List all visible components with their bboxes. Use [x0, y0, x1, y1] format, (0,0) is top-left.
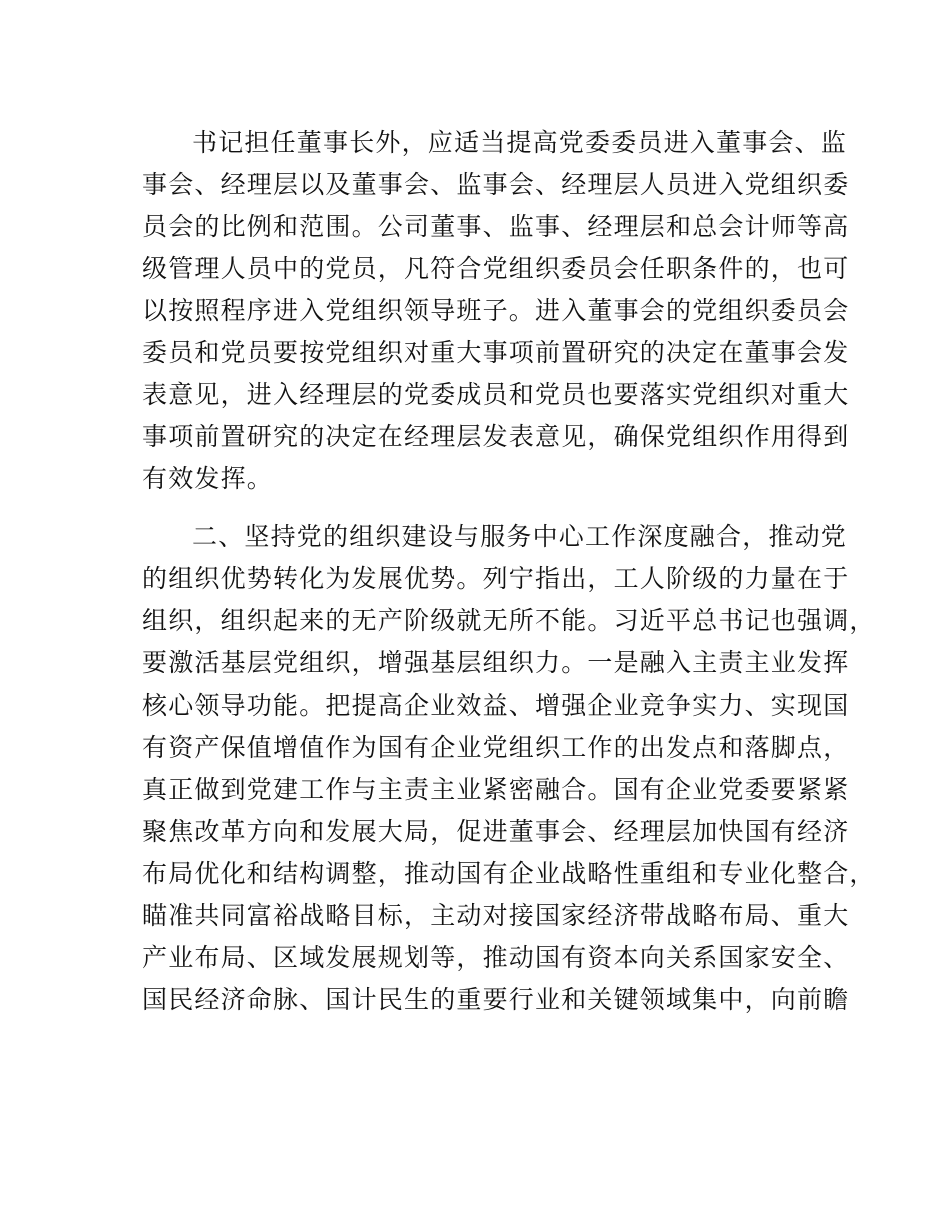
- paragraph-1-line-9: 有效发挥。: [142, 464, 274, 493]
- paragraph-1-line-1: 书记担任董事长外，应适当提高党委委员进入董事会、监: [192, 128, 848, 157]
- paragraph-1-line-3: 员会的比例和范围。公司董事、监事、经理层和总会计师等高: [142, 212, 850, 241]
- paragraph-1-line-7: 表意见，进入经理层的党委成员和党员也要落实党组织对重大: [142, 380, 850, 409]
- paragraph-1-line-2: 事会、经理层以及董事会、监事会、经理层人员进入党组织委: [142, 170, 850, 199]
- paragraph-2-line-10: 瞄准共同富裕战略目标，主动对接国家经济带战略布局、重大: [142, 901, 850, 930]
- paragraph-1-line-4: 级管理人员中的党员，凡符合党组织委员会任职条件的，也可: [142, 254, 850, 283]
- paragraph-2-line-2: 的组织优势转化为发展优势。列宁指出，工人阶级的力量在于: [142, 564, 850, 593]
- paragraph-1-line-5: 以按照程序进入党组织领导班子。进入董事会的党组织委员会: [142, 296, 850, 325]
- paragraph-1-line-6: 委员和党员要按党组织对重大事项前置研究的决定在董事会发: [142, 338, 850, 367]
- paragraph-2-line-12: 国民经济命脉、国计民生的重要行业和关键领域集中，向前瞻: [142, 985, 850, 1014]
- paragraph-2-line-9: 布局优化和结构调整，推动国有企业战略性重组和专业化整合，: [142, 859, 876, 888]
- paragraph-2-line-5: 核心领导功能。把提高企业效益、增强企业竞争实力、实现国: [142, 691, 850, 720]
- paragraph-2-line-4: 要激活基层党组织，增强基层组织力。一是融入主责主业发挥: [142, 648, 850, 677]
- paragraph-2-line-6: 有资产保值增值作为国有企业党组织工作的出发点和落脚点，: [142, 733, 850, 762]
- paragraph-2-line-7: 真正做到党建工作与主责主业紧密融合。国有企业党委要紧紧: [142, 775, 850, 804]
- paragraph-2-line-3: 组织，组织起来的无产阶级就无所不能。习近平总书记也强调，: [142, 606, 876, 635]
- paragraph-2-line-1: 二、坚持党的组织建设与服务中心工作深度融合，推动党: [192, 522, 848, 551]
- paragraph-2-line-11: 产业布局、区域发展规划等，推动国有资本向关系国家安全、: [142, 943, 850, 972]
- paragraph-2-line-8: 聚焦改革方向和发展大局，促进董事会、经理层加快国有经济: [142, 817, 850, 846]
- paragraph-1-line-8: 事项前置研究的决定在经理层发表意见，确保党组织作用得到: [142, 422, 850, 451]
